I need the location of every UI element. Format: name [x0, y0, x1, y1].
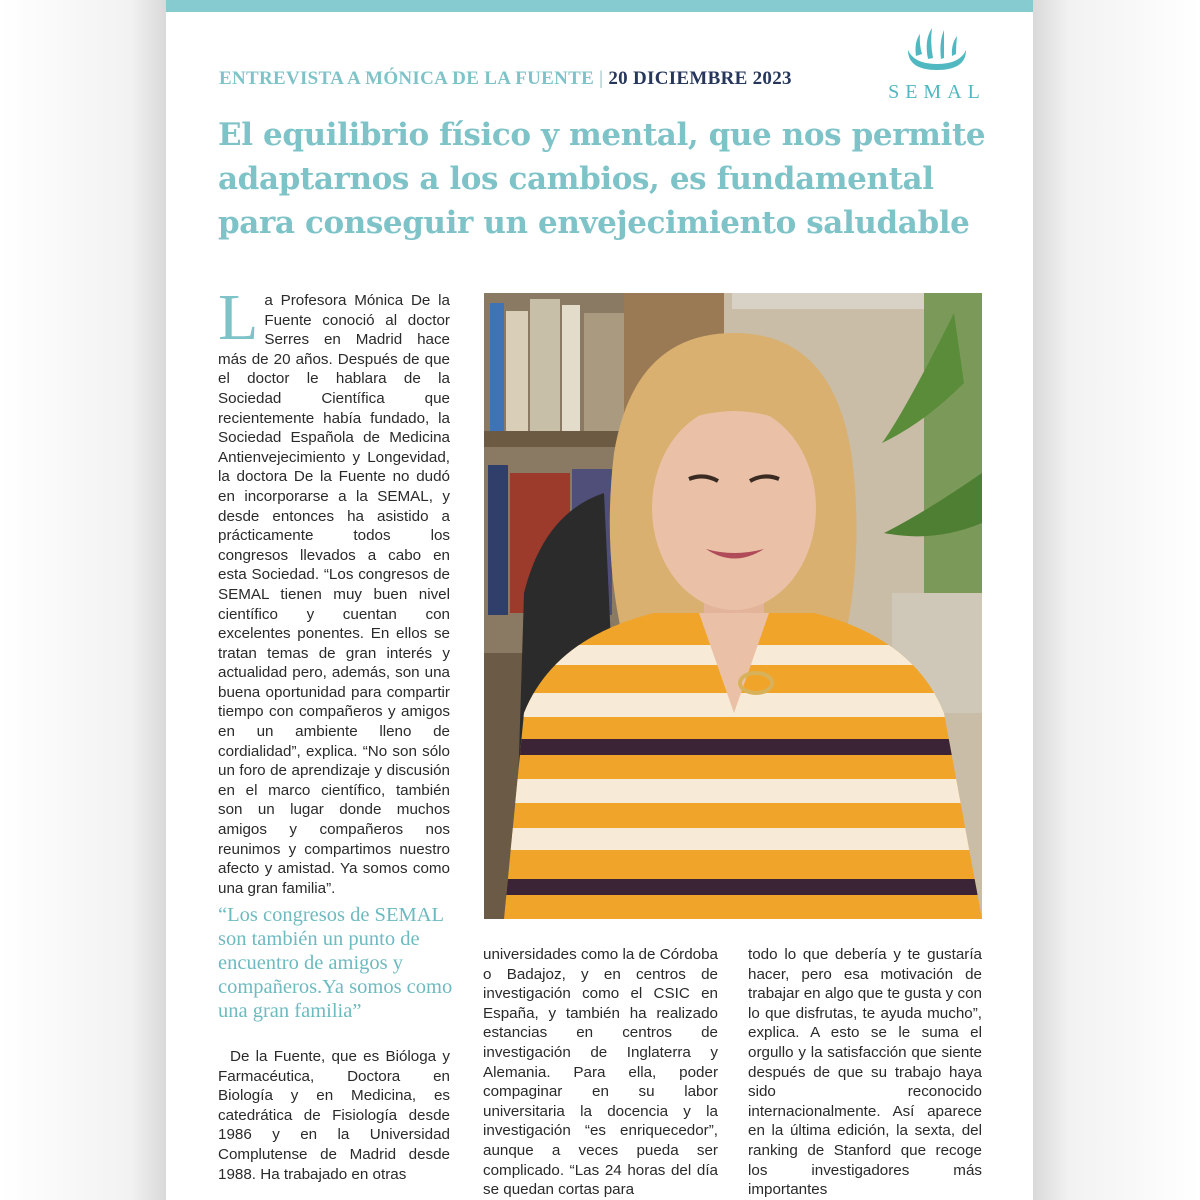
article-headline: El equilibrio físico y mental, que nos permite adaptarnos a los cambios, es fundamental para conseguir un envejecimiento saludable: [218, 117, 986, 241]
semal-flame-logo-icon: [902, 26, 972, 78]
magazine-page: [166, 0, 1033, 1200]
kicker-separator: |: [599, 68, 604, 89]
portrait-illustration: [484, 293, 982, 919]
column-1-text: a Profesora Mónica De la Fuente conoció al doctor Serres en Madrid hace más de 20 años. Después de que el doctor le hablara de la Sociedad Científica que recientemente había fundado, la Sociedad Española de Medicina Antienvejecimiento y Longevidad, la doctora De la Fuente no dudó en incorporarse a la SEMAL, y desde entonces ha asistido a prácticamente todos los congresos llevados a cabo en esta Sociedad. “Los congresos de SEMAL tienen muy buen nivel científico y cuentan con excelentes ponentes. En ellos se tratan temas de gran interés y actualidad pero, además, son una buena oportunidad para compartir tiempo con compañeros y amigos en un ambiente lleno de cordialidad”, explica. “No son sólo un foro de aprendizaje y discusión en el marco científico, también son un lugar donde muchos amigos y compañeros nos reunimos y compartimos nuestro afecto y amistad. Ya somos como una gran familia”.: [218, 292, 450, 897]
kicker-title: ENTREVISTA A MÓNICA DE LA FUENTE: [219, 68, 595, 89]
article-column-1: [218, 281, 450, 898]
drop-cap: L: [218, 281, 259, 354]
kicker-date: 20 DICIEMBRE 2023: [608, 68, 792, 89]
portrait-photo: [484, 293, 982, 919]
top-accent-bar: [166, 0, 1033, 12]
page-shadow-right: [1033, 0, 1200, 1200]
article-column-3: todo lo que debería y te gustaría hacer, pero esa motivación de trabajar en algo que te gusta y con lo que disfrutas, te ayuda mucho”, explica. A esto se le suma el orgullo y la satisfacción que siente después de que su trabajo haya sido reconocido internacionalmente. Así aparece en la última edición, la sexta, del ranking de Stanford que recoge los investigadores más importantes: [748, 946, 982, 1199]
article-kicker: [219, 68, 792, 90]
semal-logo: [882, 26, 992, 106]
page-shadow-left: [0, 0, 166, 1200]
semal-logo-text: SEMAL: [888, 81, 986, 103]
pull-quote: “Los congresos de SEMAL son también un punto de encuentro de amigos y compañeros.Ya somos como una gran familia”: [218, 904, 453, 1022]
article-column-2: universidades como la de Córdoba o Badajoz, y en centros de investigación como el CSIC en España, y también ha realizado estancias en centros de investigación de Inglaterra y Alemania. Para ella, poder compaginar en su labor universitaria la docencia y la investigación “es enriquecedor”, aunque a veces pueda ser complicado. “Las 24 horas del día se quedan cortas para: [483, 946, 718, 1199]
article-column-1-continued: De la Fuente, que es Bióloga y Farmacéutica, Doctora en Biología y en Medicina, es catedrática de Fisiología desde 1986 y en la Universidad Complutense de Madrid desde 1988. Ha trabajado en otras: [218, 1048, 450, 1183]
